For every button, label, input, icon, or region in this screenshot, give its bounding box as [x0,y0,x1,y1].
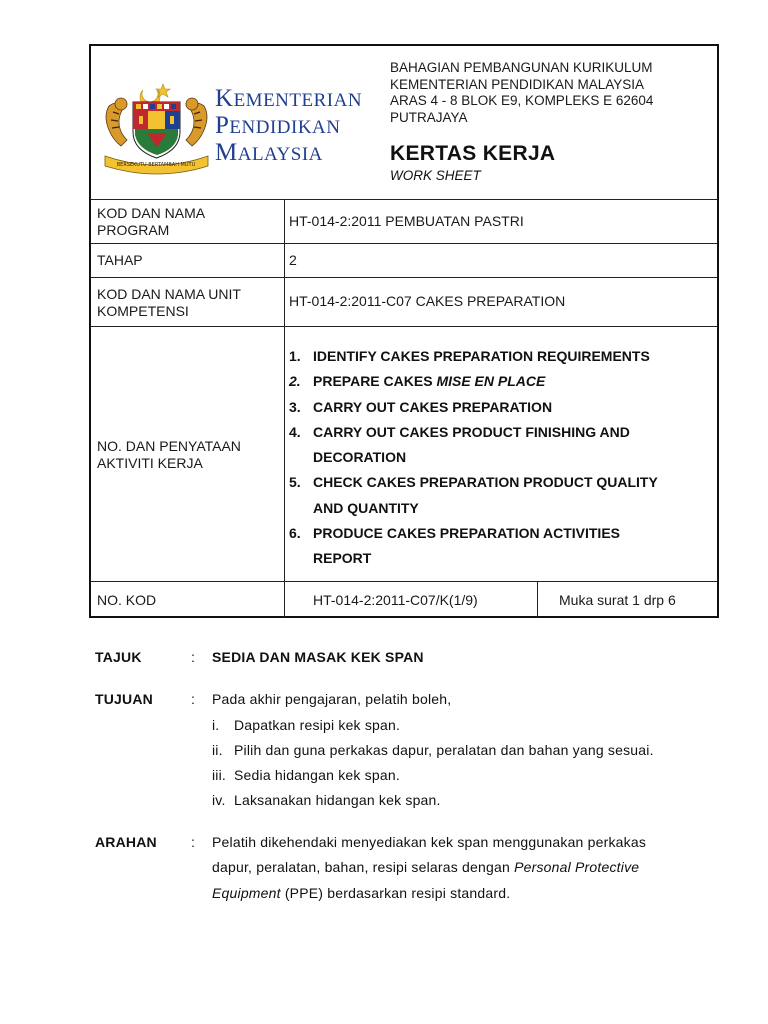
tahap-label: TAHAP [97,252,143,268]
address-line: BAHAGIAN PEMBANGUNAN KURIKULUM [390,60,653,75]
list-item: 5. CHECK CAKES PREPARATION PRODUCT QUALITY AND QUANTITY [289,474,658,516]
unit-value: HT-014-2:2011-C07 CAKES PREPARATION [289,293,566,309]
table-divider [91,199,717,200]
list-item: 1. IDENTIFY CAKES PREPARATION REQUIREMENTS [289,348,650,364]
worksheet-header-table [89,44,719,618]
worksheet-subtitle: WORK SHEET [390,168,481,183]
arahan-line: dapur, peralatan, bahan, resipi selaras dengan Personal Protective [212,859,640,875]
tujuan-intro: Pada akhir pengajaran, pelatih boleh, [212,691,452,707]
program-value: HT-014-2:2011 PEMBUATAN PASTRI [289,213,524,229]
table-divider [91,243,717,244]
logo-motto: BERSEKUTU BERTAMBAH MUTU [116,162,196,168]
list-item: 4. CARRY OUT CAKES PRODUCT FINISHING AND DECORATION [289,423,630,466]
ministry-line-2: PENDIDIKAN [215,112,341,139]
kod-value: HT-014-2:2011-C07/K(1/9) [313,592,478,608]
arahan-text: Pelatih dikehendaki menyediakan kek span menggunakan perkakas [212,834,647,850]
arahan-line: Equipment (PPE) berdasarkan resipi standard. [212,885,511,901]
table-divider [91,277,717,278]
address-line: PUTRAJAYA [390,109,468,125]
tajuk-value: SEDIA DAN MASAK KEK SPAN [212,649,424,665]
colon: : [191,691,196,707]
table-column-divider [537,581,538,618]
unit-label: KOD DAN NAMA UNIT KOMPETENSI [97,286,241,319]
tujuan-label: TUJUAN [95,691,153,707]
address-line: ARAS 4 - 8 BLOK E9, KOMPLEKS E 62604 [390,93,654,108]
table-column-divider [284,199,285,618]
worksheet-title: KERTAS KERJA [390,142,556,165]
ministry-logo [99,78,214,178]
kod-label: NO. KOD [97,592,157,608]
table-divider [91,326,717,327]
ministry-name [215,86,362,167]
ministry-line-1: KEMENTERIAN [215,85,363,112]
program-label: KOD DAN NAMA PROGRAM [97,205,206,238]
activity-list [289,344,725,572]
activity-label: NO. DAN PENYATAAN AKTIVITI KERJA [97,438,241,471]
division-address [390,60,653,126]
ministry-line-3: MALAYSIA [215,139,323,166]
list-item: 3. CARRY OUT CAKES PREPARATION [289,398,553,415]
colon: : [191,649,196,665]
tahap-value: 2 [289,252,297,268]
tajuk-label: TAJUK [95,649,142,665]
list-item: 2. PREPARE CAKES MISE EN PLACE [289,373,546,390]
page-number: Muka surat 1 drp 6 [559,592,676,608]
table-divider [91,581,717,582]
address-line: KEMENTERIAN PENDIDIKAN MALAYSIA [390,76,645,92]
colon: : [191,834,196,850]
arahan-label: ARAHAN [95,834,157,850]
list-item: 6. PRODUCE CAKES PREPARATION ACTIVITIES REPORT [289,525,620,567]
